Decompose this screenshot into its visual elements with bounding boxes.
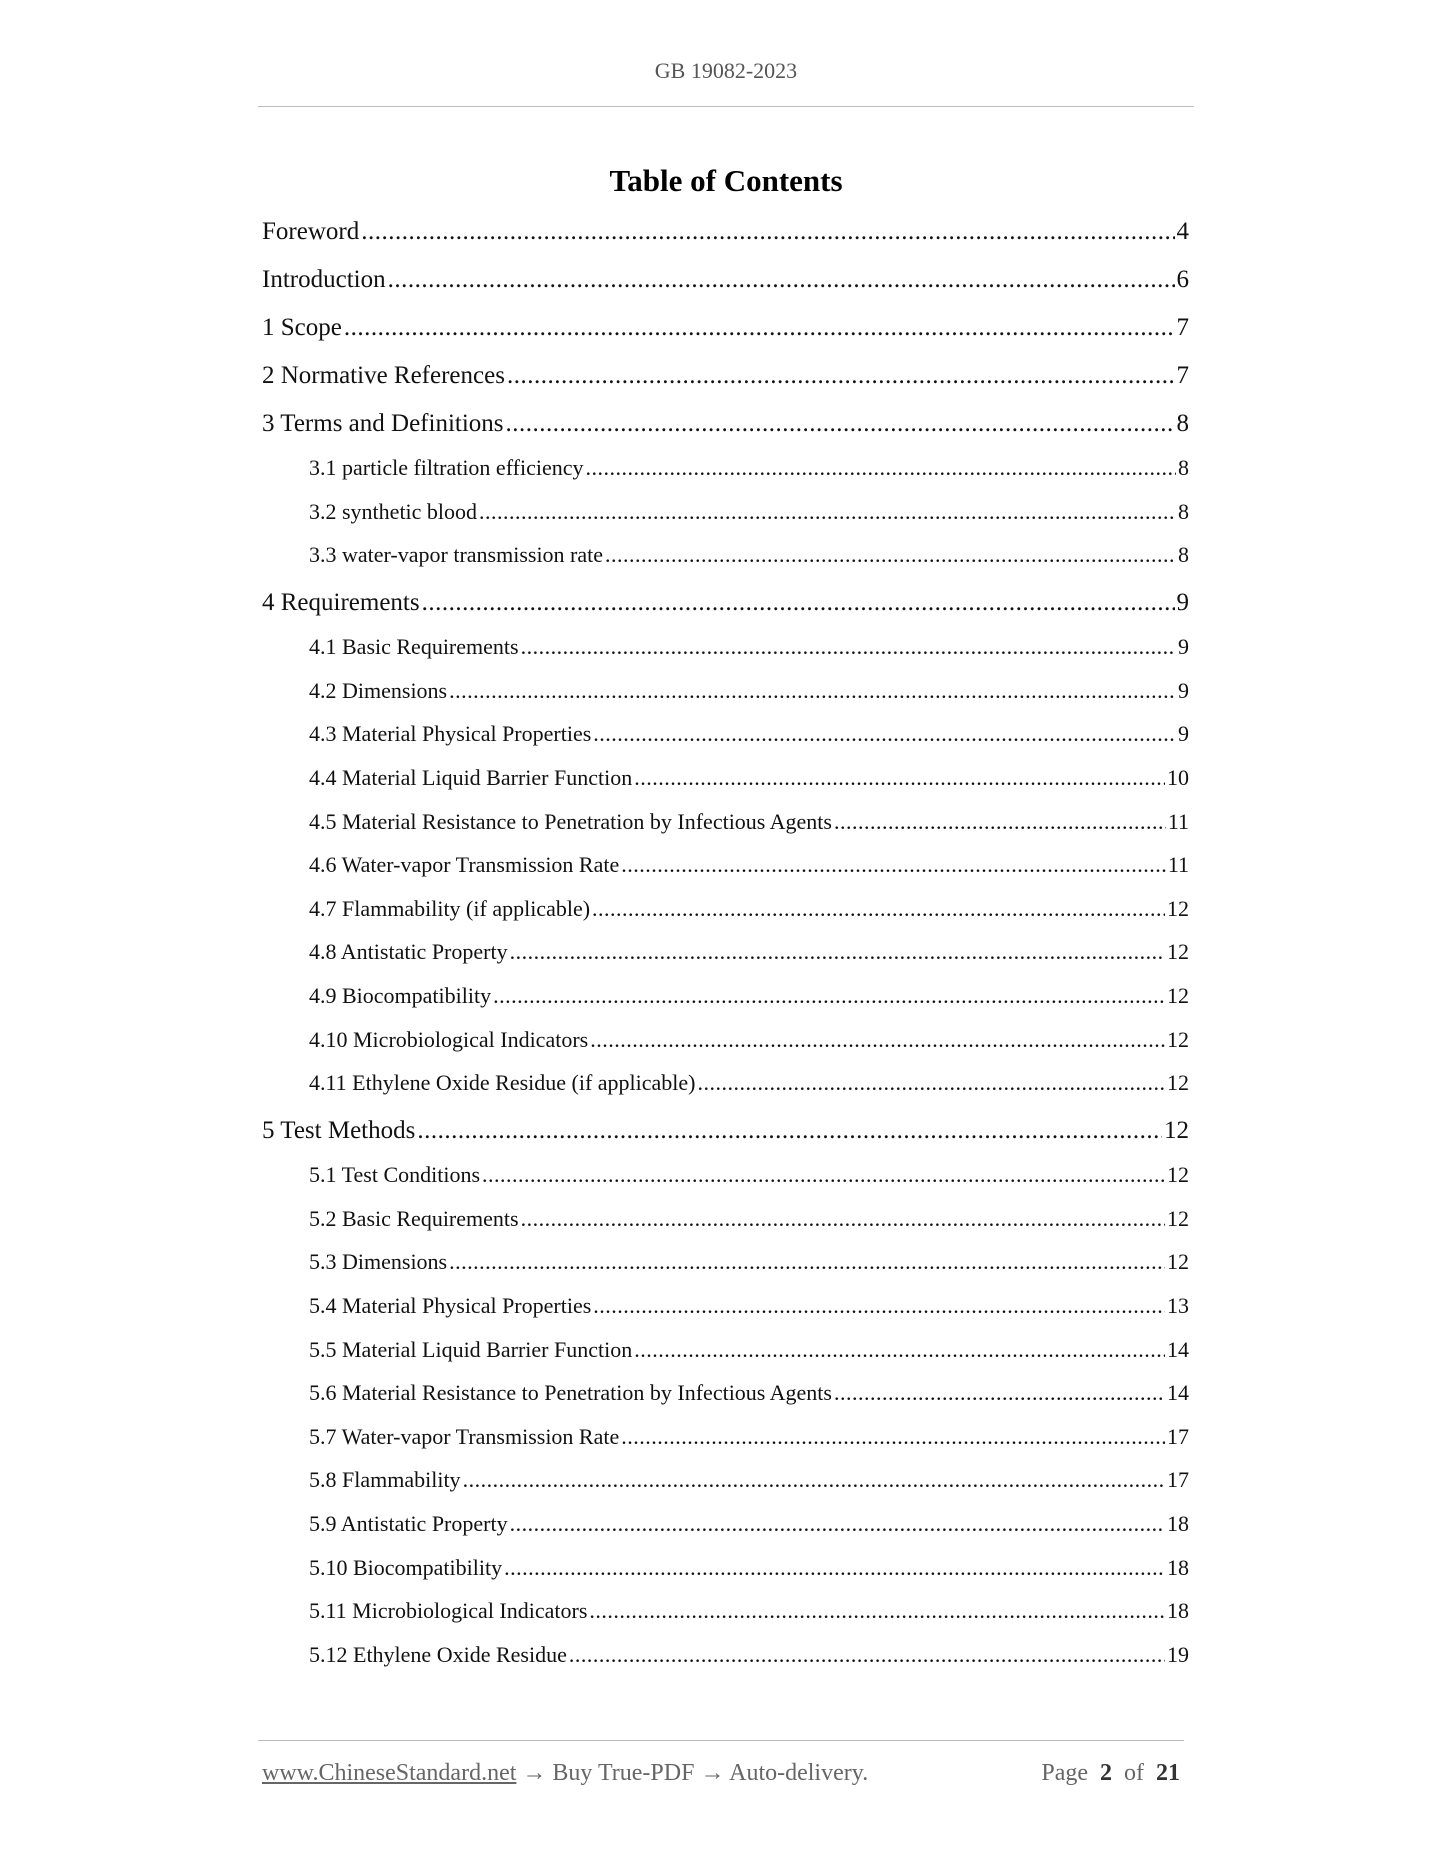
- toc-entry[interactable]: [309, 1070, 1189, 1096]
- toc-entry-page: 9: [1178, 634, 1189, 660]
- toc-entry[interactable]: [262, 314, 1189, 342]
- toc-leader-dots: [504, 1555, 1165, 1581]
- toc-entry-label: 5.12 Ethylene Oxide Residue: [309, 1641, 567, 1667]
- toc-entry-page: 8: [1178, 498, 1189, 524]
- toc-entry-page: 11: [1167, 808, 1189, 834]
- toc-entry-label: 4.7 Flammability (if applicable): [309, 895, 591, 921]
- toc-leader-dots: [621, 1424, 1165, 1450]
- toc-entry[interactable]: [262, 589, 1189, 617]
- toc-entry[interactable]: [262, 410, 1189, 438]
- toc-entry-label: 5.1 Test Conditions: [309, 1162, 481, 1188]
- toc-entry[interactable]: [262, 362, 1189, 390]
- toc-leader-dots: [593, 721, 1176, 747]
- toc-entry-label: Introduction: [262, 266, 386, 293]
- toc-leader-dots: [463, 1467, 1165, 1493]
- toc-entry-page: 18: [1167, 1511, 1189, 1536]
- page-current: 2: [1100, 1760, 1112, 1786]
- toc-entry-label: Foreword: [262, 218, 360, 245]
- toc-entry[interactable]: [309, 1027, 1189, 1053]
- toc-entry-label: 5.9 Antistatic Property: [309, 1511, 508, 1536]
- toc-entry-label: 3 Terms and Definitions: [262, 410, 504, 437]
- toc-entry-label: 4.1 Basic Requirements: [309, 634, 519, 660]
- toc-entry[interactable]: [309, 1598, 1189, 1624]
- toc-leader-dots: [507, 362, 1175, 390]
- toc-leader-dots: [634, 765, 1165, 791]
- toc-entry-page: 8: [1178, 455, 1189, 480]
- toc-entry-page: 9: [1178, 677, 1189, 703]
- toc-entry-page: 10: [1167, 765, 1189, 790]
- page-total: 21: [1156, 1760, 1180, 1786]
- toc-entry[interactable]: [309, 1511, 1189, 1537]
- toc-entry[interactable]: [309, 1555, 1189, 1581]
- toc-entry-label: 4.10 Microbiological Indicators: [309, 1026, 589, 1052]
- toc-entry-page: 17: [1167, 1467, 1189, 1493]
- toc-entry-page: 9: [1178, 721, 1189, 747]
- footer-divider: [258, 1740, 1184, 1741]
- toc-entry[interactable]: [262, 218, 1189, 246]
- toc-entry-page: 12: [1167, 1070, 1189, 1096]
- toc-leader-dots: [698, 1070, 1165, 1096]
- toc-entry-page: 18: [1167, 1598, 1189, 1624]
- toc-leader-dots: [569, 1642, 1165, 1668]
- toc-leader-dots: [482, 1162, 1165, 1188]
- toc-leader-dots: [590, 1027, 1165, 1053]
- toc-entry-page: 18: [1167, 1554, 1189, 1580]
- toc-entry-page: 8: [1178, 542, 1189, 568]
- doc-id-header: GB 19082-2023: [654, 58, 798, 83]
- toc-entry-label: 5.10 Biocompatibility: [309, 1554, 503, 1580]
- toc-entry-label: 4.11 Ethylene Oxide Residue (if applicable): [309, 1070, 696, 1096]
- toc-entry[interactable]: [309, 721, 1189, 747]
- toc-entry-label: 5 Test Methods: [262, 1117, 416, 1145]
- toc-entry-label: 5.4 Material Physical Properties: [309, 1293, 592, 1318]
- toc-entry[interactable]: [309, 1380, 1189, 1406]
- toc-entry-page: 12: [1167, 895, 1189, 921]
- toc-entry-page: 12: [1167, 1162, 1189, 1188]
- toc-entry-page: 12: [1167, 1205, 1189, 1231]
- toc-leader-dots: [510, 1511, 1165, 1537]
- toc-leader-dots: [449, 1249, 1165, 1275]
- toc-entry-label: 5.8 Flammability: [309, 1467, 461, 1493]
- toc-leader-dots: [521, 1206, 1165, 1232]
- toc-entry-label: 4.3 Material Physical Properties: [309, 721, 592, 747]
- footer-promo: [262, 1760, 868, 1787]
- toc-entry-page: 7: [1176, 314, 1189, 341]
- toc-leader-dots: [479, 499, 1176, 525]
- toc-leader-dots: [521, 634, 1176, 660]
- page-word: Page: [1041, 1760, 1088, 1786]
- toc-entry-label: 2 Normative References: [262, 362, 505, 389]
- toc-entry-page: 12: [1167, 1249, 1189, 1275]
- site-link[interactable]: www.ChineseStandard.net: [262, 1760, 517, 1786]
- toc-leader-dots: [621, 852, 1166, 878]
- toc-entry-page: 14: [1167, 1380, 1189, 1406]
- toc-leader-dots: [593, 1293, 1165, 1319]
- toc-entry[interactable]: [309, 455, 1189, 481]
- toc-leader-dots: [506, 410, 1175, 438]
- toc-entry-label: 4.4 Material Liquid Barrier Function: [309, 765, 633, 790]
- toc-title: Table of Contents: [609, 163, 843, 198]
- toc-entry-label: 5.7 Water-vapor Transmission Rate: [309, 1423, 620, 1449]
- toc-entry[interactable]: [309, 678, 1189, 704]
- toc-entry-page: 19: [1167, 1641, 1189, 1667]
- of-word: of: [1124, 1760, 1144, 1786]
- toc-leader-dots: [417, 1117, 1162, 1145]
- toc-entry-page: 14: [1167, 1336, 1189, 1362]
- toc-entry[interactable]: [309, 1162, 1189, 1188]
- toc-entry-label: 4.5 Material Resistance to Penetration by Infectious Agents: [309, 808, 832, 834]
- toc-entry[interactable]: [309, 499, 1189, 525]
- toc-entry[interactable]: [309, 1206, 1189, 1232]
- toc-entry-page: 12: [1167, 1026, 1189, 1052]
- toc-leader-dots: [585, 455, 1176, 481]
- toc-leader-dots: [510, 939, 1165, 965]
- toc-entry[interactable]: [309, 852, 1189, 878]
- toc-entry-label: 5.6 Material Resistance to Penetration by Infectious Agents: [309, 1380, 832, 1406]
- toc-entry[interactable]: [309, 896, 1189, 922]
- toc-entry-page: 6: [1176, 266, 1189, 293]
- toc-entry-page: 12: [1167, 983, 1189, 1008]
- toc-entry[interactable]: [309, 765, 1189, 791]
- toc-entry-label: 3.2 synthetic blood: [309, 498, 478, 524]
- toc-entry-label: 5.5 Material Liquid Barrier Function: [309, 1336, 633, 1362]
- toc-entry[interactable]: [309, 1642, 1189, 1668]
- toc-leader-dots: [834, 809, 1166, 835]
- toc-entry-label: 4 Requirements: [262, 589, 420, 617]
- toc-entry-page: 9: [1176, 589, 1189, 617]
- footer-tagline: → Buy True-PDF → Auto-delivery.: [516, 1760, 869, 1786]
- toc-leader-dots: [493, 983, 1165, 1009]
- toc-entry-label: 4.8 Antistatic Property: [309, 939, 508, 965]
- toc-entry[interactable]: [309, 1293, 1189, 1319]
- toc-entry[interactable]: [309, 983, 1189, 1009]
- toc-entry[interactable]: [309, 1467, 1189, 1493]
- toc-entry-label: 5.2 Basic Requirements: [309, 1205, 519, 1231]
- toc-entry-page: 7: [1176, 362, 1189, 389]
- toc-leader-dots: [388, 266, 1175, 294]
- toc-entry[interactable]: [309, 1337, 1189, 1363]
- toc-entry-label: 3.1 particle filtration efficiency: [309, 455, 584, 480]
- toc-leader-dots: [361, 218, 1174, 246]
- toc-entry-label: 5.3 Dimensions: [309, 1249, 448, 1275]
- toc-leader-dots: [589, 1598, 1165, 1624]
- toc-leader-dots: [449, 678, 1176, 704]
- toc-entry-label: 3.3 water-vapor transmission rate: [309, 542, 604, 568]
- toc-entry-label: 1 Scope: [262, 314, 342, 341]
- toc-leader-dots: [592, 896, 1165, 922]
- toc-leader-dots: [834, 1380, 1165, 1406]
- toc-entry[interactable]: [309, 542, 1189, 568]
- toc-entry-label: 4.9 Biocompatibility: [309, 983, 492, 1008]
- toc-entry-label: 4.2 Dimensions: [309, 677, 448, 703]
- toc-entry-label: 4.6 Water-vapor Transmission Rate: [309, 852, 620, 878]
- toc-entry-page: 13: [1167, 1293, 1189, 1318]
- toc-entry-page: 4: [1176, 218, 1189, 245]
- toc-entry-page: 12: [1167, 939, 1189, 965]
- toc-entry-page: 17: [1167, 1423, 1189, 1449]
- toc-entry-page: 11: [1167, 852, 1189, 878]
- toc-entry-page: 8: [1176, 410, 1189, 437]
- toc-entry[interactable]: [309, 634, 1189, 660]
- toc-leader-dots: [605, 542, 1176, 568]
- toc-entry-label: 5.11 Microbiological Indicators: [309, 1598, 588, 1624]
- toc-leader-dots: [634, 1337, 1165, 1363]
- toc-entry[interactable]: [262, 1117, 1189, 1145]
- page-indicator: [1041, 1760, 1180, 1787]
- toc-leader-dots: [422, 589, 1175, 617]
- toc-entry[interactable]: [309, 939, 1189, 965]
- toc-entry[interactable]: [309, 1424, 1189, 1450]
- toc-entry[interactable]: [262, 266, 1189, 294]
- toc-entry[interactable]: [309, 1249, 1189, 1275]
- toc-entry[interactable]: [309, 809, 1189, 835]
- toc-entry-page: 12: [1164, 1117, 1189, 1145]
- toc-leader-dots: [344, 314, 1175, 342]
